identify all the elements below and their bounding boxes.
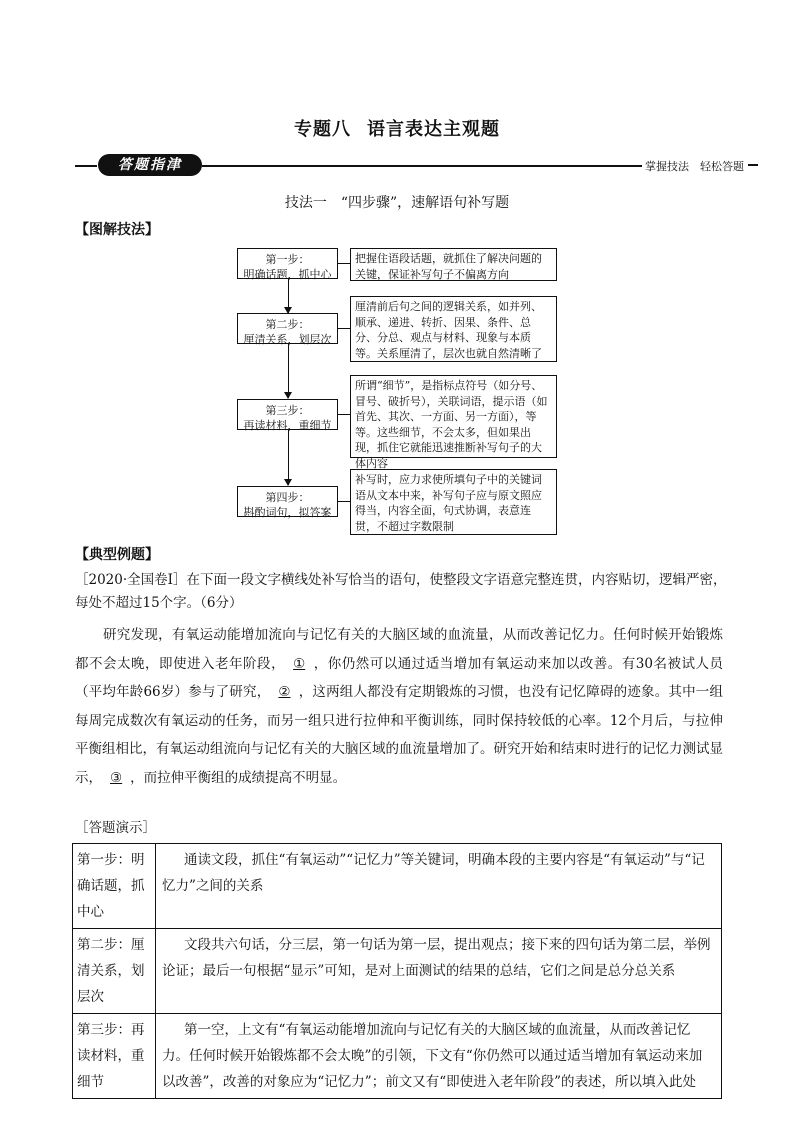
passage-part-1: 研究发现，有氧运动能增加流向与记忆有关的大脑区域的血流量，从而改善记忆力。任何时候开始锻炼都不会太晚，即使进入老年阶段， (75, 627, 723, 672)
answer-demo-table (72, 843, 722, 1099)
banner-rule-end (748, 164, 758, 166)
table-step-body: 第一空，上文有“有氧运动能增加流向与记忆有关的大脑区域的血流量，从而改善记忆力。任何时候开始锻炼都不会太晚”的引领，下文有“你仍然可以通过适当增加有氧运动来加以改善”，改善的对象应为“记忆力”；前文又有“即使进入老年阶段”的表述，所以填入此处 (156, 1014, 722, 1099)
question-passage (75, 621, 723, 792)
flow-step-1-subtitle: 明确话题，抓中心 (243, 268, 332, 281)
connector-3-4 (288, 430, 289, 485)
flow-desc-2: 厘清前后句之间的逻辑关系，如并列、顺承、递进、转折、因果、条件、总分、分总、观点与材料、现象与本质等。关系厘清了，层次也就自然清晰了 (350, 296, 557, 362)
table-step-head: 第二步：厘清关系，划层次 (73, 929, 156, 1014)
flow-step-1 (237, 248, 338, 279)
blank-2: ② (278, 684, 291, 700)
flow-step-2-title: 第二步： (265, 318, 310, 331)
banner-badge: 答题指津 (98, 154, 202, 176)
page-title (0, 115, 794, 141)
flow-step-1-title: 第一步： (265, 253, 310, 266)
flow-step-3 (237, 399, 338, 430)
table-row (73, 844, 722, 929)
arrow-3-4 (284, 479, 292, 486)
answer-demo-label: ［答题演示］ (75, 820, 156, 836)
title-part1: 专题八 (294, 119, 351, 140)
flow-desc-3: 所谓“细节”，是指标点符号（如分号、冒号、破折号），关联词语，提示语（如首先、其次、一方面、另一方面），等等。这些细节，不会太多，但如果出现，抓住它就能迅速推断补写句子的大体内容 (350, 375, 557, 458)
flow-desc-1: 把握住语段话题，就抓住了解决问题的关键，保证补写句子不偏离方向 (350, 248, 557, 281)
link-4 (338, 501, 350, 502)
table-step-body: 通读文段，抓住“有氧运动”“记忆力”等关键词，明确本段的主要内容是“有氧运动”与“记忆力”之间的关系 (156, 844, 722, 929)
passage-part-4: ，而拉伸平衡组的成绩提高不明显。 (130, 769, 347, 786)
flow-desc-4: 补写时，应力求使所填句子中的关键词语从文本中来，补写句子应与原文照应得当，内容全面，句式协调，表意连贯，不超过字数限制 (350, 469, 557, 535)
flow-step-4 (237, 486, 338, 517)
section-label-diagram: 【图解技法】 (75, 222, 159, 238)
arrow-2-3 (284, 392, 292, 399)
flow-step-3-subtitle: 再读材料，重细节 (243, 419, 332, 432)
title-part2: 语言表达主观题 (367, 119, 500, 140)
table-step-body: 文段共六句话，分三层，第一句话为第一层，提出观点；接下来的四句话为第二层，举例论证；最后一句根据“显示”可知，是对上面测试的结果的总结，它们之间是总分总关系 (156, 929, 722, 1014)
blank-1: ① (293, 655, 306, 672)
flow-step-2 (237, 313, 338, 344)
passage-part-3: ，这两组人都没有定期锻炼的习惯，也没有记忆障碍的迹象。其中一组每周完成数次有氧运动的任务，而另一组只进行拉伸和平衡训练，同时保持较低的心率。12个月后，与拉伸平衡组相比，有氧运动组流向与记忆有关的大脑区域的血流量增加了。研究开始和结束时进行的记忆力测试显示， (75, 684, 723, 786)
banner-rule-left (75, 165, 97, 167)
method-title: 技法一 “四步骤”，速解语句补写题 (284, 195, 510, 211)
passage-part-2: ，你仍然可以通过适当增加有氧运动来加以改善。有30名被试人员（平均年龄66岁）参与了研究， (75, 655, 723, 700)
blank-3: ③ (110, 769, 123, 786)
link-3 (338, 414, 350, 415)
banner-slogan: 掌握技法 轻松答题 (645, 160, 744, 173)
table-step-head: 第三步：再读材料，重细节 (73, 1014, 156, 1099)
flow-step-4-subtitle: 斟酌词句，拟答案 (243, 506, 332, 519)
link-1 (338, 263, 350, 264)
question-instruction: ［2020·全国卷Ⅰ］在下面一段文字横线处补写恰当的语句，使整段文字语意完整连贯，内容贴切，逻辑严密，每处不超过15个字。（6分） (75, 572, 727, 611)
flow-step-3-title: 第三步： (265, 404, 310, 417)
flow-step-4-title: 第四步： (265, 491, 310, 504)
connector-2-3 (288, 344, 289, 398)
banner-rule-right (202, 165, 642, 167)
flow-step-2-subtitle: 厘清关系，划层次 (243, 333, 332, 346)
link-2 (338, 328, 350, 329)
section-label-example: 【典型例题】 (75, 547, 159, 563)
table-row (73, 929, 722, 1014)
table-row (73, 1014, 722, 1099)
table-step-head: 第一步：明确话题，抓中心 (73, 844, 156, 929)
